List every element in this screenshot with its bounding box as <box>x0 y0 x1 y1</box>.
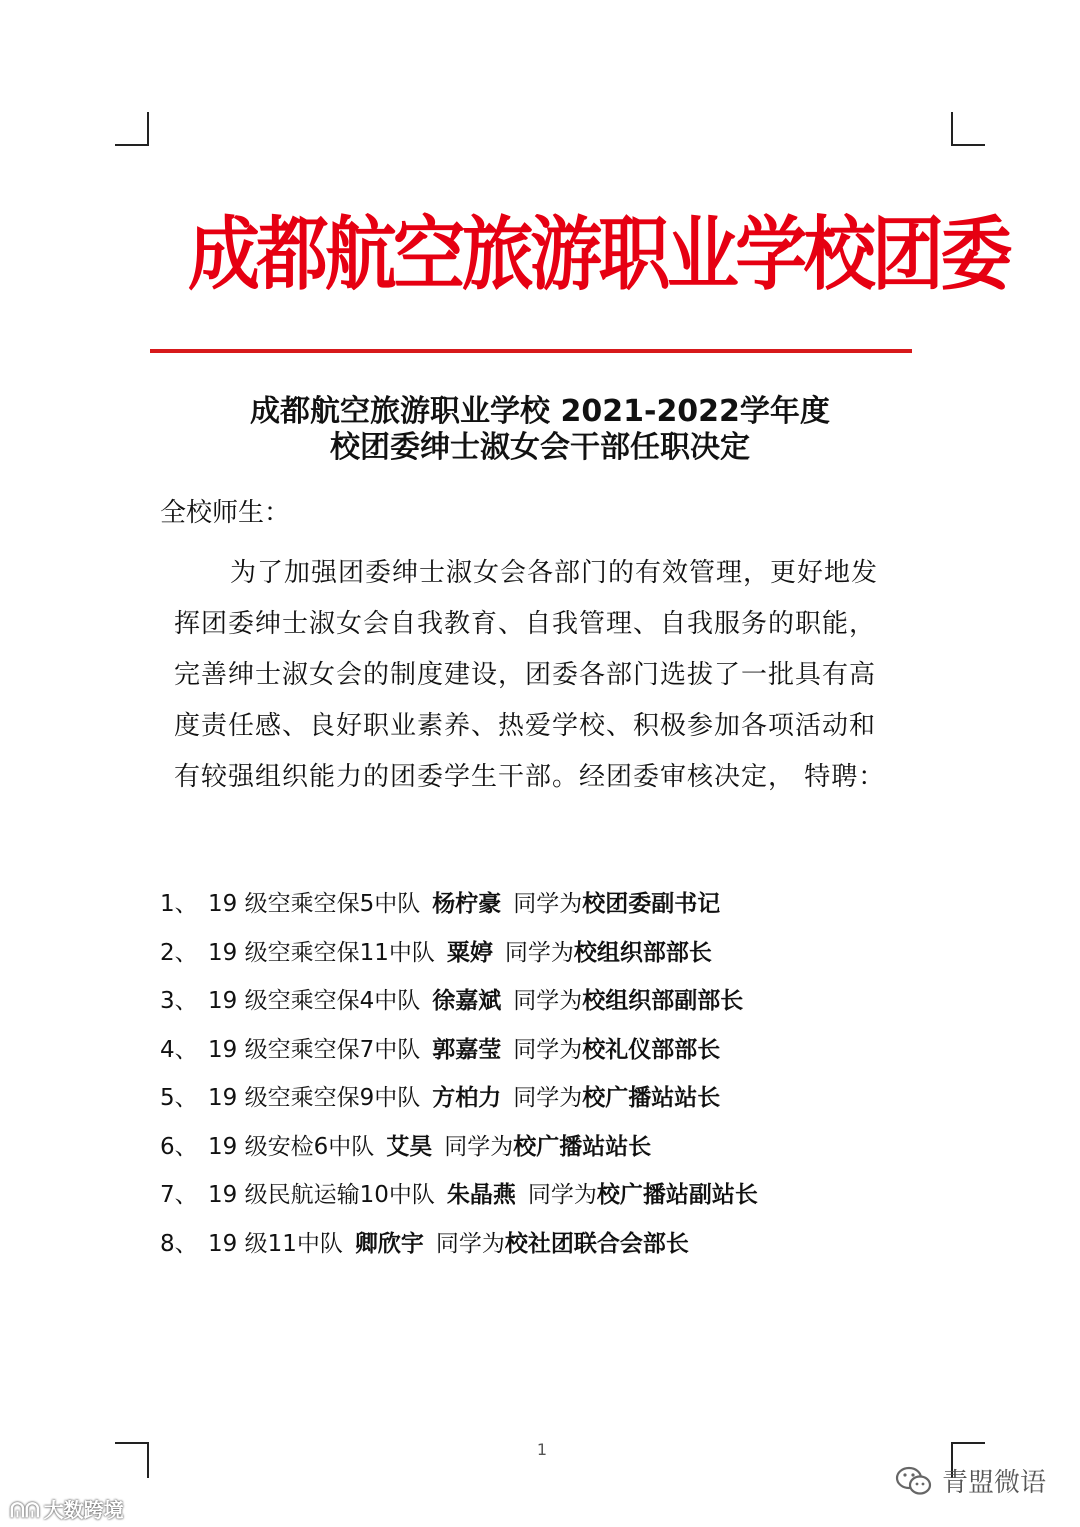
item-role: 校广播站站长 <box>513 1133 652 1160</box>
crop-mark-bottom-left-v <box>147 1442 149 1478</box>
item-role: 校组织部部长 <box>573 939 712 966</box>
watermark-left-text: 大数跨境 <box>43 1498 124 1522</box>
item-class: 19 级安检6中队 <box>208 1133 375 1160</box>
item-number: 1、 <box>160 891 198 917</box>
item-role: 校礼仪部部长 <box>582 1036 721 1063</box>
wechat-icon <box>894 1464 934 1498</box>
item-class: 19 级空乘空保11中队 <box>208 939 435 966</box>
salutation: 全校师生： <box>160 498 291 528</box>
list-item <box>160 1175 758 1224</box>
item-role: 校社团联合会部长 <box>504 1230 689 1257</box>
body-text: 为了加强团委绅士淑女会各部门的有效管理，更好地发挥团委绅士淑女会自我教育、自我管理、自我服务的职能，完善绅士淑女会的制度建设，团委各部门选拔了一批具有高度责任感、良好职业素养、热爱学校、积极参加各项活动和有较强组织能力的团委学生干部。经团委审核决定， 特聘： <box>174 558 886 792</box>
crop-mark-top-right-v <box>951 112 953 146</box>
item-number: 6、 <box>160 1133 198 1160</box>
item-role: 校广播站站长 <box>582 1085 721 1111</box>
item-mid: 同学为 <box>527 1182 597 1208</box>
list-item <box>160 933 758 982</box>
document-title-line1: 成都航空旅游职业学校 2021-2022学年度 <box>250 394 830 429</box>
item-number: 2、 <box>160 939 198 966</box>
list-item <box>160 1078 758 1127</box>
item-name: 郭嘉莹 <box>432 1036 502 1063</box>
item-mid: 同学为 <box>513 1085 583 1111</box>
item-class: 19 级民航运输10中队 <box>208 1182 435 1208</box>
list-item <box>160 1030 758 1079</box>
crop-mark-top-left-h <box>115 144 149 146</box>
item-class: 19 级空乘空保7中队 <box>208 1036 421 1063</box>
list-item <box>160 1127 758 1176</box>
item-class: 19 级空乘空保5中队 <box>208 891 421 917</box>
item-name: 朱晶燕 <box>446 1182 516 1208</box>
list-item <box>160 884 758 933</box>
item-class: 19 级11中队 <box>208 1230 343 1257</box>
crop-mark-top-right-h <box>951 144 985 146</box>
document-title-line2: 校团委绅士淑女会干部任职决定 <box>330 430 750 465</box>
item-mid: 同学为 <box>435 1230 505 1257</box>
item-role: 校广播站副站长 <box>596 1182 758 1208</box>
item-mid: 同学为 <box>444 1133 514 1160</box>
item-number: 4、 <box>160 1036 198 1063</box>
body-paragraph <box>174 548 894 803</box>
item-name: 杨柠豪 <box>432 891 502 917</box>
item-class: 19 级空乘空保4中队 <box>208 988 421 1014</box>
watermark-right <box>894 1462 1046 1499</box>
item-name: 方柏力 <box>432 1085 502 1111</box>
item-mid: 同学为 <box>513 1036 583 1063</box>
page-number: 1 <box>536 1440 548 1459</box>
list-item <box>160 1224 758 1273</box>
item-number: 8、 <box>160 1230 198 1257</box>
item-name: 粟婷 <box>446 939 493 966</box>
item-mid: 同学为 <box>513 988 583 1014</box>
crop-mark-bottom-right-h <box>951 1442 985 1444</box>
list-item <box>160 981 758 1030</box>
crop-mark-top-left-v <box>147 112 149 146</box>
item-name: 卿欣宇 <box>354 1230 424 1257</box>
masthead-red-rule <box>150 349 912 353</box>
item-role: 校团委副书记 <box>582 891 721 917</box>
watermark-left-logo-icon: ᕬᕬ <box>10 1498 40 1522</box>
masthead-title: 成都航空旅游职业学校团委 <box>188 208 1009 301</box>
watermark-left <box>10 1494 124 1523</box>
item-number: 7、 <box>160 1182 198 1208</box>
item-role: 校组织部副部长 <box>582 988 744 1014</box>
appointment-list <box>160 884 758 1272</box>
item-number: 3、 <box>160 988 198 1014</box>
item-mid: 同学为 <box>504 939 574 966</box>
item-name: 徐嘉斌 <box>432 988 502 1014</box>
item-number: 5、 <box>160 1085 198 1111</box>
item-class: 19 级空乘空保9中队 <box>208 1085 421 1111</box>
item-name: 艾昊 <box>386 1133 433 1160</box>
watermark-right-text: 青盟微语 <box>941 1468 1046 1498</box>
item-mid: 同学为 <box>513 891 583 917</box>
crop-mark-bottom-left-h <box>115 1442 149 1444</box>
